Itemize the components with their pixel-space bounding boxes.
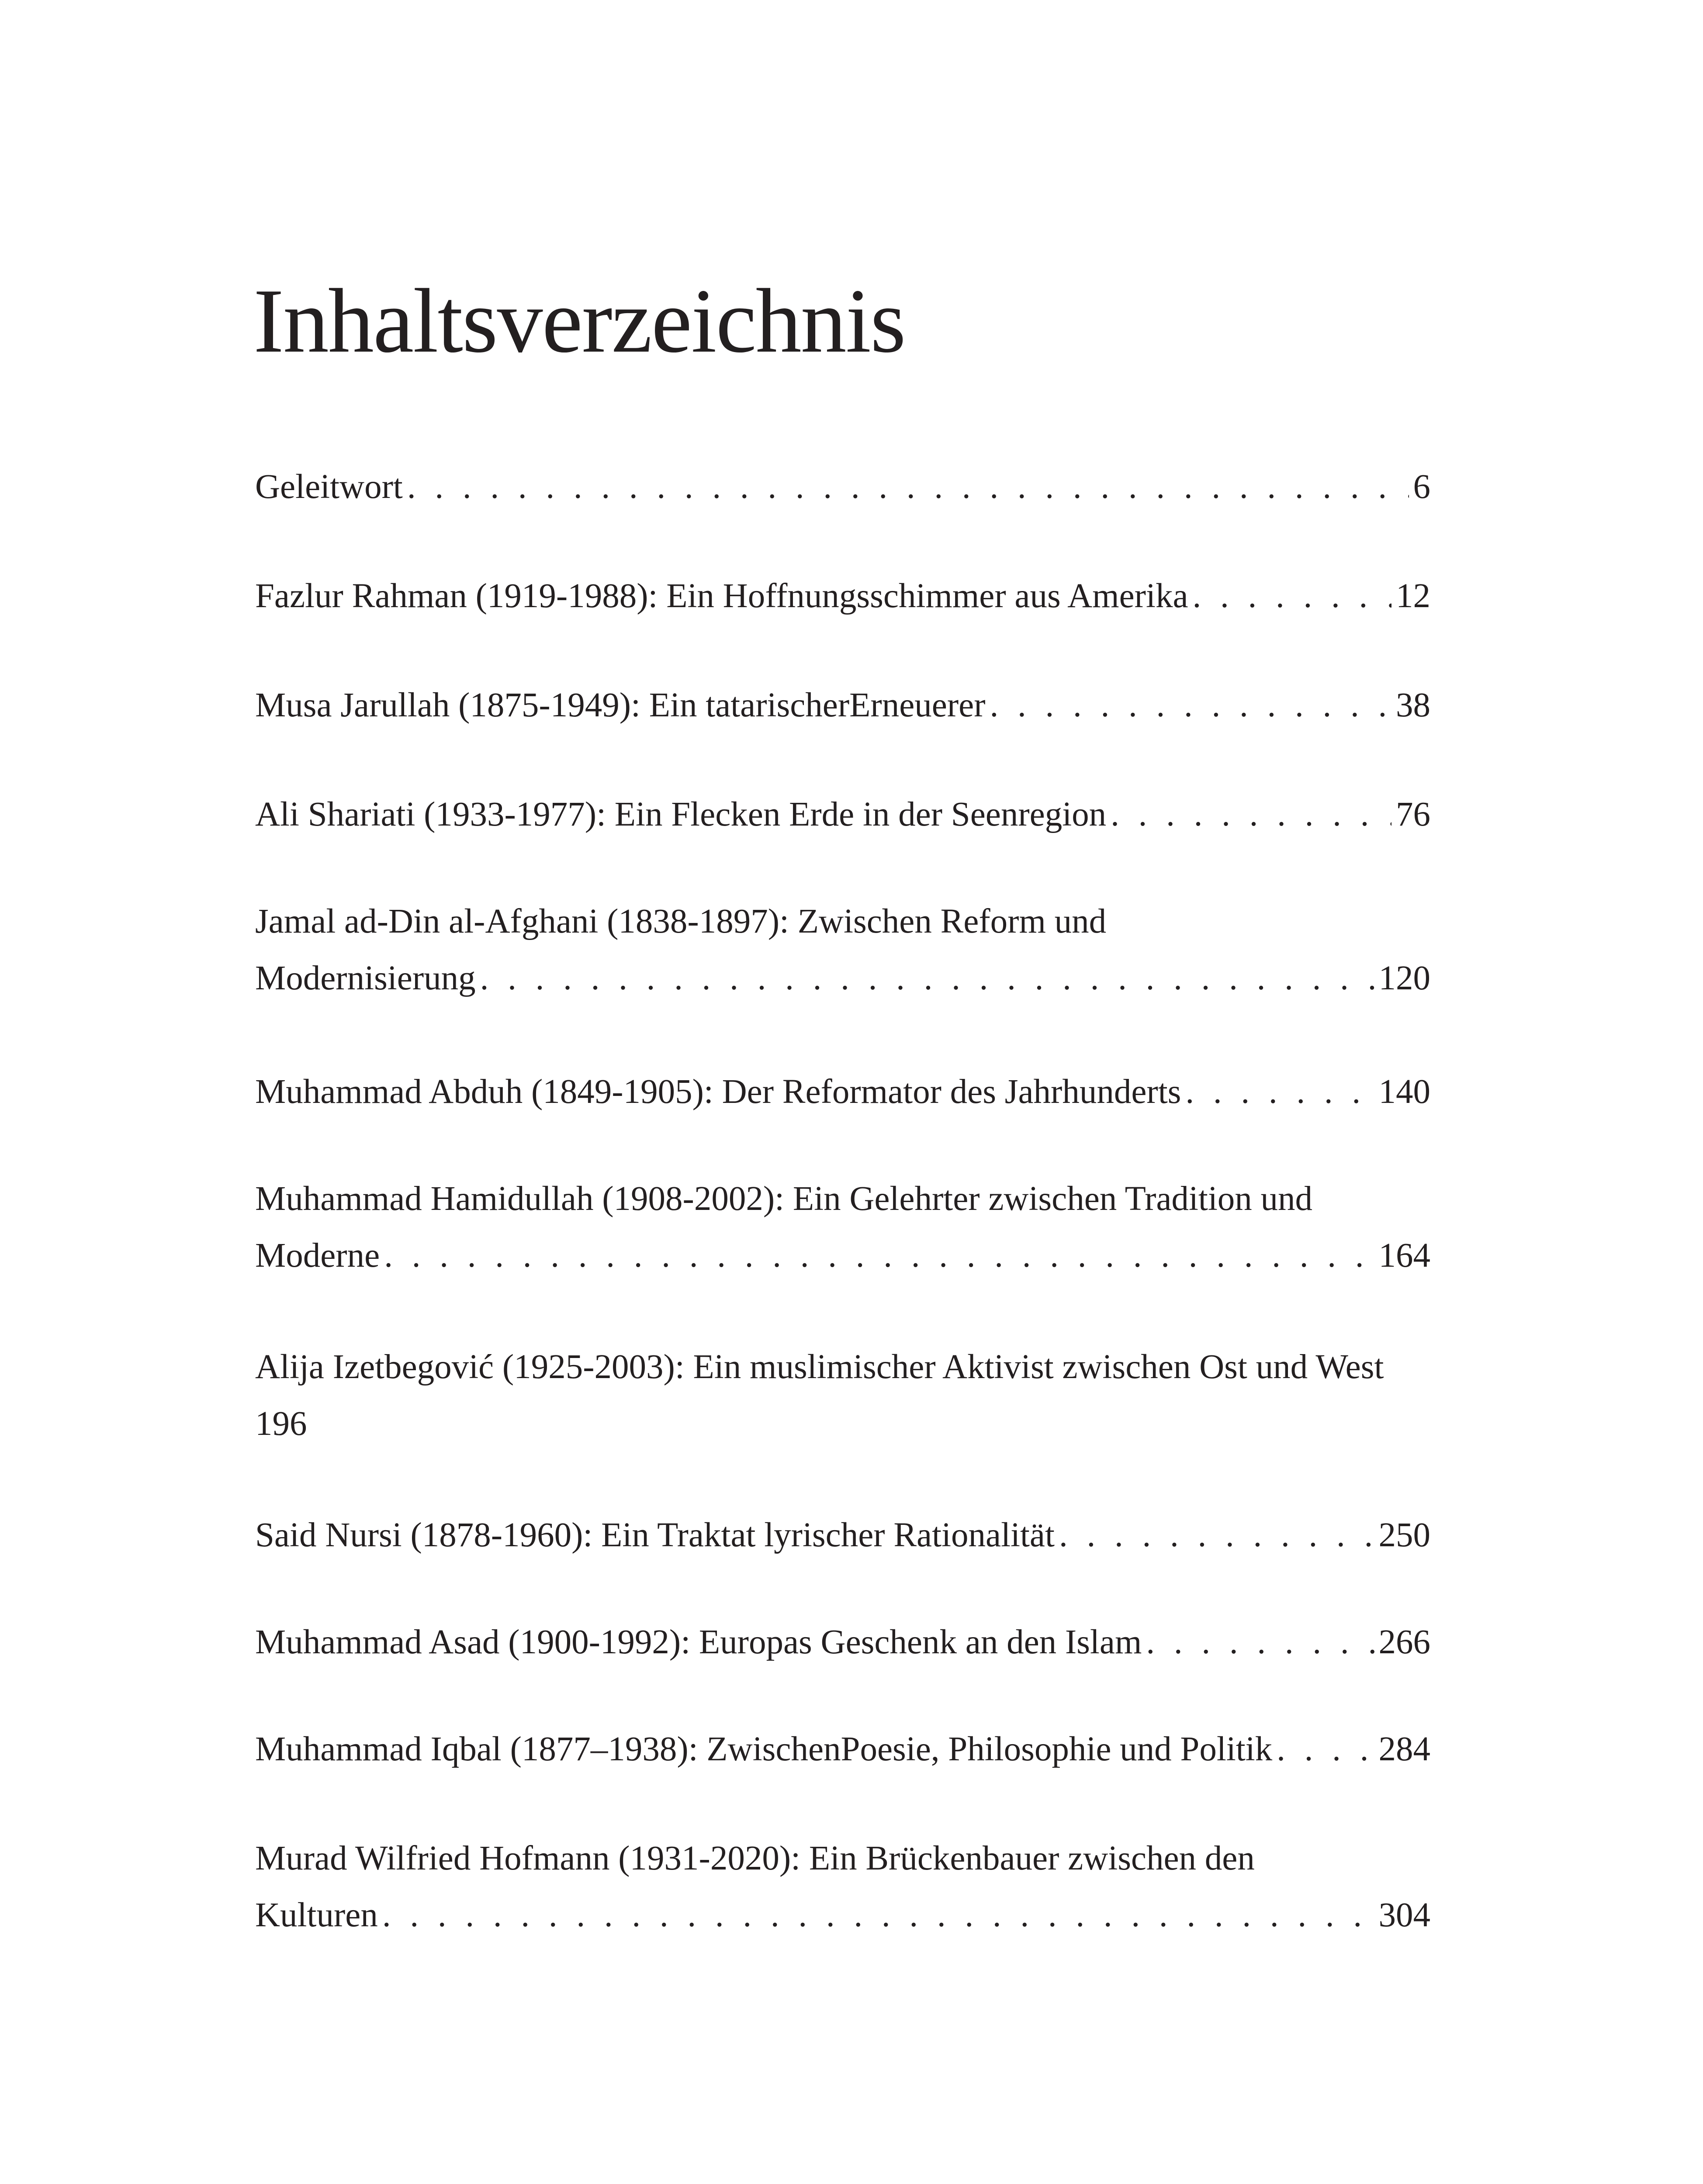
toc-page-number: 164 xyxy=(1378,1237,1430,1275)
dot-leader xyxy=(407,459,1409,515)
toc-entry-ali-shariati[interactable] xyxy=(255,786,1430,843)
toc-entry-title: Modernisierung xyxy=(255,959,476,997)
toc-entry-muhammad-iqbal[interactable] xyxy=(255,1721,1430,1778)
toc-entry-muhammad-hamidullah[interactable] xyxy=(255,1171,1430,1284)
toc-page-number: 120 xyxy=(1378,959,1430,997)
toc-entry-title: Muhammad Iqbal (1877–1938): ZwischenPoesie, Philosophie und Politik xyxy=(255,1730,1273,1768)
dot-leader xyxy=(1185,1064,1374,1120)
toc-page-number: 140 xyxy=(1378,1073,1430,1111)
toc-entry-title-line: Alija Izetbegović (1925-2003): Ein muslimischer Aktivist zwischen Ost und West xyxy=(255,1348,1384,1386)
toc-page-number: 266 xyxy=(1378,1623,1430,1661)
toc-entry-fazlur-rahman[interactable] xyxy=(255,568,1430,625)
toc-entry-title: Musa Jarullah (1875-1949): Ein tatarischerErneuerer xyxy=(255,686,986,724)
toc-entry-geleitwort[interactable] xyxy=(255,459,1430,515)
toc-entry-murad-wilfried-hofmann[interactable] xyxy=(255,1830,1430,1944)
toc-entry-title: Ali Shariati (1933-1977): Ein Flecken Erde in der Seenregion xyxy=(255,795,1107,833)
dot-leader xyxy=(1059,1507,1374,1564)
dot-leader xyxy=(382,1887,1374,1944)
dot-leader xyxy=(1111,786,1391,843)
toc-entry-title-line: Jamal ad-Din al-Afghani (1838-1897): Zwischen Reform und xyxy=(255,902,1107,940)
toc-entry-title: Moderne xyxy=(255,1237,380,1275)
dot-leader xyxy=(480,950,1374,1007)
dot-leader xyxy=(384,1227,1374,1284)
toc-entry-title: Geleitwort xyxy=(255,468,403,506)
toc-page-number: 38 xyxy=(1396,686,1430,724)
page-title: Inhaltsverzeichnis xyxy=(253,270,905,372)
dot-leader xyxy=(1146,1614,1374,1671)
toc-entry-title: Said Nursi (1878-1960): Ein Traktat lyrischer Rationalität xyxy=(255,1516,1055,1554)
toc-entry-title-line: Murad Wilfried Hofmann (1931-2020): Ein Brückenbauer zwischen den xyxy=(255,1839,1255,1877)
toc-entry-jamal-ad-din-al-afghani[interactable] xyxy=(255,893,1430,1007)
toc-entry-muhammad-abduh[interactable] xyxy=(255,1064,1430,1120)
toc-page-number: 196 xyxy=(255,1405,307,1443)
toc-page-number: 12 xyxy=(1396,577,1430,615)
dot-leader xyxy=(1193,568,1391,625)
toc-entry-title: Muhammad Abduh (1849-1905): Der Reformator des Jahrhunderts xyxy=(255,1073,1181,1111)
dot-leader xyxy=(990,677,1391,734)
dot-leader xyxy=(1277,1721,1374,1778)
toc-page-number: 6 xyxy=(1413,468,1430,506)
toc-entry-muhammad-asad[interactable] xyxy=(255,1614,1430,1671)
toc-entry-title-line: Muhammad Hamidullah (1908-2002): Ein Gelehrter zwischen Tradition und xyxy=(255,1180,1313,1218)
toc-entry-title: Fazlur Rahman (1919-1988): Ein Hoffnungsschimmer aus Amerika xyxy=(255,577,1188,615)
toc-entry-musa-jarullah[interactable] xyxy=(255,677,1430,734)
toc-entry-alija-izetbegovic[interactable] xyxy=(255,1339,1430,1452)
toc-entry-title: Muhammad Asad (1900-1992): Europas Geschenk an den Islam xyxy=(255,1623,1142,1661)
toc-page-number: 304 xyxy=(1378,1896,1430,1934)
toc-page-number: 250 xyxy=(1378,1516,1430,1554)
toc-entry-said-nursi[interactable] xyxy=(255,1507,1430,1564)
toc-entry-title: Kulturen xyxy=(255,1896,378,1934)
toc-page-number: 76 xyxy=(1396,795,1430,833)
toc-page-number: 284 xyxy=(1378,1730,1430,1768)
